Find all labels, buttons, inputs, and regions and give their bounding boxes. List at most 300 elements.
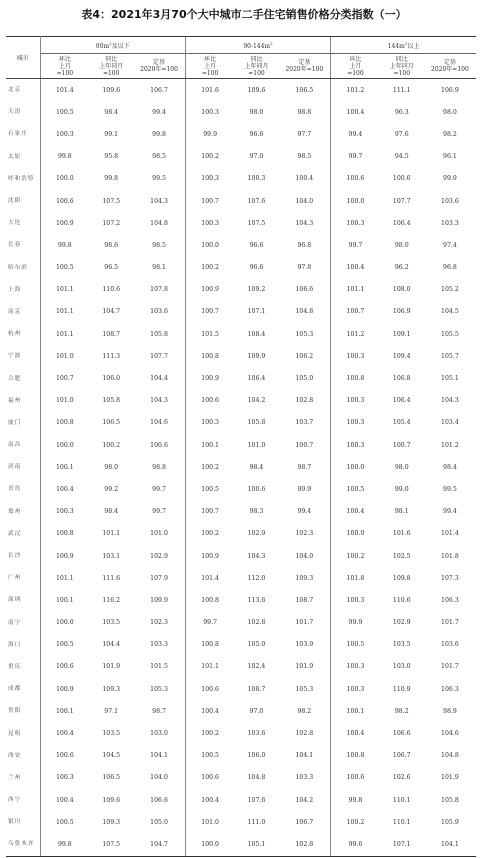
value-cell: 99.6	[331, 833, 380, 856]
value-cell: 107.5	[247, 219, 266, 227]
value-cell: 98.2	[394, 707, 409, 715]
value-cell: 104.3	[150, 397, 168, 405]
table-row	[6, 456, 476, 478]
value-cell: 101.4	[185, 567, 234, 589]
value-cell: 101.7	[441, 663, 459, 671]
value-cell: 103.3	[295, 774, 314, 782]
value-cell: 97.7	[297, 130, 312, 138]
table-row	[6, 478, 476, 500]
value-cell: 100.0	[40, 434, 89, 456]
value-cell: 100.3	[331, 390, 380, 412]
value-cell: 98.0	[104, 463, 119, 471]
value-cell: 103.7	[295, 419, 314, 427]
value-cell: 104.8	[441, 752, 459, 760]
value-cell: 100.8	[185, 634, 234, 656]
city-cell: 广州	[6, 567, 40, 589]
group-header-medium: $90-144m^2$	[185, 37, 330, 54]
value-cell: 100.0	[40, 168, 89, 190]
value-cell: 100.3	[331, 345, 380, 367]
value-cell: 99.8	[40, 833, 89, 856]
table-header	[6, 37, 476, 79]
value-cell: 99.8	[40, 234, 89, 256]
value-cell: 101.8	[331, 567, 380, 589]
value-cell: 110.6	[392, 596, 411, 604]
table-row	[6, 523, 476, 545]
price-index-table	[6, 36, 476, 857]
sub-header-line: 同比	[250, 55, 263, 63]
value-cell: 100.4	[331, 722, 380, 744]
value-cell: 99.8	[104, 175, 119, 183]
value-cell: 100.6	[185, 678, 234, 700]
value-cell: 96.6	[249, 130, 264, 138]
value-cell: 104.2	[247, 397, 266, 405]
value-cell: 99.5	[152, 175, 166, 183]
value-cell: 106.5	[102, 419, 121, 427]
value-cell: 95.8	[104, 153, 119, 161]
value-cell: 98.8	[297, 108, 312, 116]
value-cell: 97.0	[249, 707, 264, 715]
table-row	[6, 257, 476, 279]
value-cell: 100.5	[185, 478, 234, 500]
sub-header-line: 同比	[395, 55, 408, 63]
value-cell: 98.1	[394, 508, 409, 516]
city-cell: 福州	[6, 390, 40, 412]
value-cell: 99.5	[443, 485, 457, 493]
value-cell: 99.7	[152, 508, 166, 516]
table-row	[6, 434, 476, 456]
value-cell: 96.6	[249, 241, 264, 249]
value-cell: 98.1	[152, 264, 166, 272]
value-cell: 100.9	[185, 279, 234, 301]
value-cell: 100.3	[331, 589, 380, 611]
value-cell: 98.8	[152, 463, 166, 471]
group-header-large: $144m^2$以上	[331, 37, 476, 54]
value-cell: 106.5	[295, 86, 314, 94]
value-cell: 98.0	[394, 463, 409, 471]
value-cell: 102.8	[295, 730, 314, 738]
value-cell: 99.7	[331, 234, 380, 256]
value-cell: 102.5	[392, 552, 411, 560]
value-cell: 105.8	[150, 330, 168, 338]
city-cell: 杭州	[6, 323, 40, 345]
value-cell: 100.4	[40, 789, 89, 811]
value-cell: 106.6	[295, 286, 314, 294]
value-cell: 100.7	[185, 301, 234, 323]
city-cell: 太原	[6, 146, 40, 168]
value-cell: 104.2	[295, 796, 314, 804]
value-cell: 106.4	[247, 375, 266, 383]
value-cell: 100.6	[185, 767, 234, 789]
city-cell: 天津	[6, 101, 40, 123]
sub-header-line: 定基	[153, 59, 166, 66]
city-cell: 成都	[6, 678, 40, 700]
city-cell: 上海	[6, 279, 40, 301]
value-cell: 103.1	[102, 552, 121, 560]
value-cell: 108.7	[102, 330, 121, 338]
value-cell: 98.3	[249, 508, 264, 516]
value-cell: 96.8	[297, 241, 312, 249]
value-cell: 111.1	[392, 86, 411, 94]
value-cell: 104.3	[247, 552, 266, 560]
value-cell: 105.0	[247, 641, 266, 649]
value-cell: 102.8	[295, 397, 314, 405]
table-row	[6, 722, 476, 744]
value-cell: 100.4	[331, 101, 380, 123]
sub-header-cell	[279, 54, 331, 79]
value-cell: 100.4	[40, 478, 89, 500]
value-cell: 100.2	[185, 722, 234, 744]
value-cell: 103.3	[150, 641, 168, 649]
table-row	[6, 212, 476, 234]
value-cell: 96.6	[249, 264, 264, 272]
sub-header-line: 上月	[204, 62, 217, 70]
value-cell: 100.3	[185, 412, 234, 434]
table-row	[6, 700, 476, 722]
value-cell: 100.3	[331, 678, 380, 700]
value-cell: 103.0	[392, 663, 411, 671]
value-cell: 104.6	[441, 730, 459, 738]
value-cell: 101.2	[331, 323, 380, 345]
sub-header-line: 2020年=100	[285, 66, 324, 73]
value-cell: 100.9	[185, 545, 234, 567]
value-cell: 102.6	[392, 774, 411, 782]
city-cell: 兰州	[6, 767, 40, 789]
sub-header-line: 环比	[349, 55, 362, 63]
table-row	[6, 745, 476, 767]
table-row	[6, 789, 476, 811]
value-cell: 100.9	[40, 212, 89, 234]
value-cell: 100.0	[331, 190, 380, 212]
value-cell: 106.6	[392, 730, 411, 738]
value-cell: 105.8	[102, 397, 121, 405]
value-cell: 101.9	[441, 774, 459, 782]
value-cell: 97.6	[394, 130, 409, 138]
value-cell: 98.4	[104, 108, 119, 116]
value-cell: 105.7	[441, 352, 459, 360]
value-cell: 100.6	[331, 767, 380, 789]
value-cell: 100.6	[392, 175, 411, 183]
value-cell: 101.1	[40, 323, 89, 345]
value-cell: 100.8	[185, 345, 234, 367]
city-cell: 石家庄	[6, 123, 40, 145]
value-cell: 105.9	[441, 818, 459, 826]
value-cell: 111.0	[247, 818, 266, 826]
value-cell: 99.9	[297, 485, 312, 493]
value-cell: 108.7	[295, 596, 314, 604]
city-cell: 哈尔滨	[6, 257, 40, 279]
value-cell: 102.9	[392, 619, 411, 627]
value-cell: 99.1	[104, 130, 119, 138]
value-cell: 107.8	[150, 286, 168, 294]
value-cell: 99.9	[185, 123, 234, 145]
sub-header-cell	[133, 54, 185, 79]
value-cell: 106.3	[441, 685, 459, 693]
value-cell: 104.5	[102, 752, 121, 760]
value-cell: 101.0	[40, 345, 89, 367]
city-cell: 银川	[6, 811, 40, 833]
value-cell: 98.5	[152, 153, 166, 161]
value-cell: 104.3	[150, 197, 168, 205]
value-cell: 97.4	[443, 241, 457, 249]
table-row	[6, 656, 476, 678]
city-cell: 济南	[6, 456, 40, 478]
table-row	[6, 146, 476, 168]
value-cell: 111.3	[102, 352, 121, 360]
table-row	[6, 323, 476, 345]
value-cell: 105.3	[295, 330, 314, 338]
value-cell: 106.7	[150, 86, 168, 94]
value-cell: 100.9	[185, 367, 234, 389]
value-cell: 104.0	[295, 197, 314, 205]
table-row	[6, 567, 476, 589]
city-cell: 厦门	[6, 412, 40, 434]
value-cell: 104.1	[150, 752, 168, 760]
sub-header-cell	[234, 54, 278, 79]
value-cell: 104.6	[150, 419, 168, 427]
city-cell: 长沙	[6, 545, 40, 567]
value-cell: 100.0	[331, 523, 380, 545]
value-cell: 105.8	[441, 796, 459, 804]
value-cell: 103.5	[102, 730, 121, 738]
value-cell: 104.1	[424, 833, 476, 856]
value-cell: 102.8	[247, 619, 266, 627]
city-cell: 长春	[6, 234, 40, 256]
value-cell: 98.5	[152, 241, 166, 249]
city-cell: 呼和浩特	[6, 168, 40, 190]
city-cell: 贵阳	[6, 700, 40, 722]
value-cell: 101.8	[441, 552, 459, 560]
value-cell: 98.7	[297, 463, 312, 471]
city-cell: 南昌	[6, 434, 40, 456]
value-cell: 102.9	[247, 530, 266, 538]
table-row	[6, 123, 476, 145]
value-cell: 104.1	[295, 752, 314, 760]
value-cell: 104.7	[102, 308, 121, 316]
value-cell: 100.7	[185, 190, 234, 212]
value-cell: 101.1	[40, 301, 89, 323]
value-cell: 99.8	[152, 130, 166, 138]
value-cell: 106.5	[102, 774, 121, 782]
sub-header-line: =100	[201, 69, 219, 77]
value-cell: 107.7	[392, 197, 411, 205]
value-cell: 104.7	[133, 833, 185, 856]
value-cell: 110.9	[392, 685, 411, 693]
value-cell: 106.0	[102, 375, 121, 383]
value-cell: 100.5	[40, 811, 89, 833]
sub-header-line: 上月	[58, 62, 71, 70]
value-cell: 101.1	[40, 567, 89, 589]
value-cell: 101.9	[102, 663, 121, 671]
value-cell: 100.2	[185, 456, 234, 478]
table-row	[6, 234, 476, 256]
sub-header-cell	[185, 54, 234, 79]
sub-header-line: =100	[56, 69, 74, 77]
value-cell: 100.1	[40, 700, 89, 722]
value-cell: 99.0	[394, 485, 409, 493]
table-row	[6, 678, 476, 700]
sub-header-line: =100	[393, 69, 411, 77]
value-cell: 100.3	[247, 175, 266, 183]
value-cell: 105.5	[441, 330, 459, 338]
sub-header-line: 上年同月	[99, 62, 124, 70]
value-cell: 108.7	[247, 685, 266, 693]
city-cell: 武汉	[6, 523, 40, 545]
value-cell: 109.3	[295, 574, 314, 582]
value-cell: 104.8	[295, 308, 314, 316]
value-cell: 104.8	[150, 219, 168, 227]
table-row	[6, 412, 476, 434]
city-cell: 青岛	[6, 478, 40, 500]
value-cell: 107.5	[102, 197, 121, 205]
value-cell: 109.8	[392, 574, 411, 582]
value-cell: 105.0	[150, 818, 168, 826]
value-cell: 100.9	[40, 678, 89, 700]
value-cell: 100.4	[40, 722, 89, 744]
value-cell: 105.3	[150, 685, 168, 693]
value-cell: 101.0	[150, 530, 168, 538]
value-cell: 109.6	[102, 796, 121, 804]
value-cell: 99.9	[443, 175, 457, 183]
value-cell: 103.6	[247, 730, 266, 738]
city-cell: 重庆	[6, 656, 40, 678]
value-cell: 111.6	[102, 574, 121, 582]
value-cell: 99.7	[152, 485, 166, 493]
value-cell: 99.2	[104, 485, 119, 493]
value-cell: 103.9	[295, 641, 314, 649]
sub-header-line: =100	[102, 69, 120, 77]
table-row	[6, 390, 476, 412]
city-cell: 深圳	[6, 589, 40, 611]
table-row	[6, 767, 476, 789]
value-cell: 109.9	[247, 352, 266, 360]
value-cell: 103.0	[150, 730, 168, 738]
value-cell: 99.4	[443, 508, 457, 516]
value-cell: 100.7	[331, 301, 380, 323]
value-cell: 103.6	[150, 308, 168, 316]
value-cell: 107.1	[247, 308, 266, 316]
value-cell: 101.0	[247, 441, 266, 449]
value-cell: 98.4	[104, 508, 119, 516]
city-cell: 合肥	[6, 367, 40, 389]
city-cell: 南京	[6, 301, 40, 323]
value-cell: 106.8	[392, 375, 411, 383]
value-cell: 100.0	[331, 456, 380, 478]
value-cell: 96.8	[443, 264, 457, 272]
city-cell: 大连	[6, 212, 40, 234]
value-cell: 100.5	[40, 634, 89, 656]
city-cell: 西宁	[6, 789, 40, 811]
value-cell: 100.0	[40, 612, 89, 634]
value-cell: 107.6	[247, 197, 266, 205]
value-cell: 109.3	[102, 818, 121, 826]
value-cell: 100.7	[295, 441, 314, 449]
value-cell: 100.2	[331, 545, 380, 567]
value-cell: 100.6	[150, 441, 168, 449]
value-cell: 100.7	[185, 501, 234, 523]
value-cell: 100.7	[392, 441, 411, 449]
table-row	[6, 101, 476, 123]
value-cell: 100.6	[247, 485, 266, 493]
value-cell: 106.2	[295, 352, 314, 360]
value-cell: 98.4	[443, 463, 457, 471]
value-cell: 100.3	[185, 168, 234, 190]
value-cell: 101.0	[185, 811, 234, 833]
value-cell: 97.0	[249, 153, 264, 161]
table-row	[6, 301, 476, 323]
value-cell: 99.4	[152, 108, 166, 116]
value-cell: 109.6	[247, 86, 266, 94]
value-cell: 105.1	[234, 833, 278, 856]
value-cell: 101.6	[185, 79, 234, 102]
value-cell: 99.7	[185, 612, 234, 634]
value-cell: 98.0	[249, 108, 264, 116]
value-cell: 102.3	[150, 619, 168, 627]
city-cell: 海口	[6, 634, 40, 656]
table-row	[6, 79, 476, 102]
value-cell: 101.1	[40, 279, 89, 301]
table-row	[6, 634, 476, 656]
table-row	[6, 279, 476, 301]
value-cell: 107.5	[89, 833, 133, 856]
value-cell: 100.3	[40, 123, 89, 145]
value-cell: 109.9	[150, 596, 168, 604]
value-cell: 106.4	[392, 397, 411, 405]
value-cell: 100.1	[331, 700, 380, 722]
value-cell: 106.7	[295, 818, 314, 826]
value-cell: 104.4	[150, 375, 168, 383]
value-cell: 100.2	[185, 146, 234, 168]
value-cell: 109.6	[102, 86, 121, 94]
value-cell: 102.3	[295, 530, 314, 538]
table-row	[6, 367, 476, 389]
value-cell: 109.4	[392, 352, 411, 360]
value-cell: 110.1	[392, 796, 411, 804]
value-cell: 98.9	[443, 707, 457, 715]
value-cell: 104.0	[150, 774, 168, 782]
value-cell: 100.3	[185, 101, 234, 123]
value-cell: 100.4	[185, 700, 234, 722]
value-cell: 101.1	[185, 656, 234, 678]
table-title: 表4：2021年3月70个大中城市二手住宅销售价格分类指数（一）	[81, 8, 407, 21]
sub-header-line: 定基	[443, 59, 456, 66]
value-cell: 101.7	[441, 619, 459, 627]
value-cell: 98.5	[297, 153, 312, 161]
value-cell: 101.1	[331, 279, 380, 301]
value-cell: 100.2	[185, 257, 234, 279]
value-cell: 100.5	[40, 257, 89, 279]
value-cell: 101.2	[331, 79, 380, 102]
value-cell: 98.0	[394, 241, 409, 249]
value-cell: 97.1	[104, 707, 119, 715]
sub-header-cell	[89, 54, 133, 79]
value-cell: 100.4	[331, 257, 380, 279]
value-cell: 100.8	[331, 745, 380, 767]
value-cell: 100.3	[331, 656, 380, 678]
table-row	[6, 833, 476, 856]
value-cell: 98.6	[104, 241, 119, 249]
sub-header-line: 上月	[349, 62, 362, 70]
sub-header-line: 环比	[204, 55, 217, 63]
value-cell: 101.7	[295, 619, 314, 627]
value-cell: 98.2	[443, 130, 457, 138]
sub-header-row	[6, 54, 476, 79]
value-cell: 98.4	[249, 463, 264, 471]
table-row	[6, 811, 476, 833]
value-cell: 107.9	[150, 574, 168, 582]
table-row	[6, 545, 476, 567]
value-cell: 113.6	[247, 596, 266, 604]
value-cell: 107.2	[102, 219, 121, 227]
